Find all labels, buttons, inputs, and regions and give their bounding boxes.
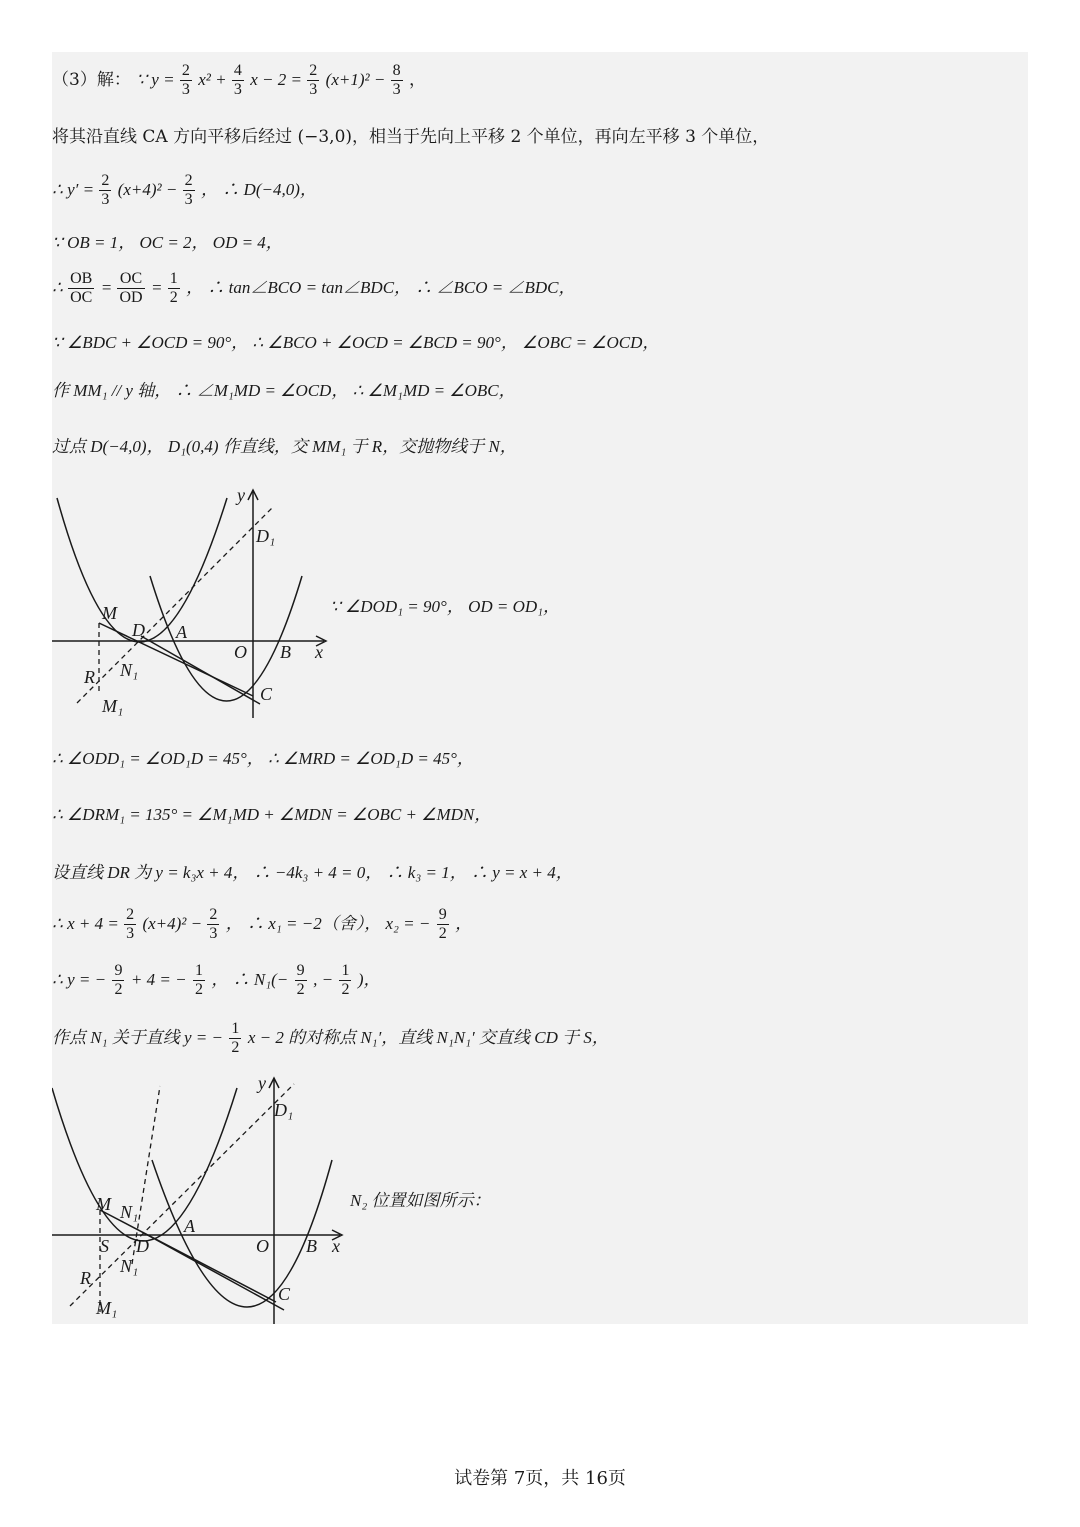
label-M: M — [102, 603, 117, 623]
solution-line-6: ∵ ∠BDC + ∠OCD = 90°， ∴ ∠BCO + ∠OCD = ∠BCD = 90°， ∠OBC = ∠OCD， — [52, 333, 660, 352]
fraction: $\frac{9}{2}$ — [114, 962, 123, 998]
figure-1-caption: ∵ ∠DOD₁ = 90°， OD = OD₁， — [330, 597, 561, 616]
fraction: $\frac{OC}{OD}$ — [119, 270, 143, 306]
label-D: D — [132, 620, 145, 640]
solution-line-11: 设直线 DR 为 y = k₃x + 4， ∴ −4k₃ + 4 = 0， ∴ k₃ = 1， ∴ y = x + 4， — [52, 863, 573, 882]
label-R: R — [80, 1268, 91, 1288]
fraction: $\frac{2}{3}$ — [181, 62, 190, 98]
solution-line-1: （3）解： ∵ y = $\frac{2}{3}$ x² + $\frac{4}{3}$ x − 2 = $\frac{2}{3}$ (x+1)² − $\frac{8}{3}$ ， — [52, 62, 426, 98]
label-x: x — [332, 1236, 340, 1256]
label-A: A — [184, 1216, 195, 1236]
label-N1: N₁ — [120, 1256, 139, 1276]
solution-line-13: ∴ y = − $\frac{9}{2}$ + 4 = − $\frac{1}{2}$ ， ∴ N₁(− $\frac{9}{2}$ , − $\frac{1}{2}$ )， — [52, 962, 381, 998]
label-A: A — [176, 622, 187, 642]
label-y: y — [237, 486, 245, 505]
fraction: $\frac{1}{2}$ — [194, 962, 203, 998]
label-C: C — [260, 684, 273, 704]
parabola-shifted — [52, 1088, 237, 1241]
label-N1: N₁ — [120, 660, 139, 680]
part-label: （3）解： — [52, 70, 131, 90]
label-O: O — [234, 642, 247, 662]
solution-line-8: 过点 D(−4,0)， D₁(0,4) 作直线，交 MM₁ 于 R，交抛物线于 N， — [52, 437, 517, 456]
fraction: $\frac{2}{3}$ — [209, 906, 218, 942]
label-O: O — [256, 1236, 269, 1256]
label-R: R — [84, 667, 95, 687]
label-N1-prime: N₁ — [120, 1202, 139, 1222]
solution-line-7: 作 MM₁ // y 轴， ∴ ∠M₁MD = ∠OCD， ∴ ∠M₁MD = ∠OBC， — [52, 381, 516, 400]
solution-line-5: ∴ $\frac{OB}{OC}$ = $\frac{OC}{OD}$ = $\frac{1}{2}$ ， ∴ tan∠BCO = tan∠BDC， ∴ ∠BCO = ∠BDC， — [52, 270, 576, 306]
fraction: $\frac{2}{3}$ — [309, 62, 318, 98]
solution-line-4: ∵ OB = 1， OC = 2， OD = 4， — [52, 233, 283, 252]
label-C: C — [278, 1284, 291, 1304]
fraction: $\frac{OB}{OC}$ — [70, 270, 93, 306]
parabola-original — [150, 576, 302, 701]
fraction: $\frac{9}{2}$ — [296, 962, 305, 998]
label-B: B — [280, 642, 291, 662]
fraction: $\frac{1}{2}$ — [231, 1020, 240, 1056]
fraction: $\frac{2}{3}$ — [126, 906, 135, 942]
label-M1: M₁ — [102, 696, 124, 716]
fraction: $\frac{2}{3}$ — [101, 172, 110, 208]
fraction: $\frac{9}{2}$ — [438, 906, 447, 942]
page-footer: 试卷第 7页，共 16页 — [454, 1468, 626, 1489]
label-D1: D₁ — [256, 526, 276, 546]
figure-1-parabolas — [52, 486, 342, 726]
solution-line-12: ∴ x + 4 = $\frac{2}{3}$ (x+4)² − $\frac{2}{3}$ ， ∴ x₁ = −2（舍）， x₂ = − $\frac{9}{2}$ ， — [52, 906, 473, 942]
fraction: $\frac{1}{2}$ — [169, 270, 178, 306]
label-M: M — [96, 1194, 111, 1214]
figure-2-caption: N₂ 位置如图所示： — [350, 1191, 491, 1210]
solution-line-3: ∴ y′ = $\frac{2}{3}$ (x+4)² − $\frac{2}{3}$ ， ∴ D(−4,0)， — [52, 172, 317, 208]
label-B: B — [306, 1236, 317, 1256]
label-D1: D₁ — [274, 1100, 294, 1120]
figure-2-parabolas — [52, 1074, 352, 1326]
label-y: y — [258, 1074, 266, 1093]
label-D: D — [136, 1236, 149, 1256]
solution-line-14: 作点 N₁ 关于直线 y = − $\frac{1}{2}$ x − 2 的对称点 N₁′，直线 N₁N₁′ 交直线 CD 于 S， — [52, 1020, 609, 1056]
solution-line-9: ∴ ∠ODD₁ = ∠OD₁D = 45°， ∴ ∠MRD = ∠OD₁D = 45°， — [52, 749, 474, 768]
label-S: S — [100, 1236, 109, 1256]
label-x: x — [315, 642, 323, 662]
fraction: $\frac{4}{3}$ — [233, 62, 242, 98]
solution-line-2: 将其沿直线 CA 方向平移后经过 (−3,0)，相当于先向上平移 2 个单位，再向左平移 3 个单位， — [52, 127, 770, 147]
label-M1: M₁ — [96, 1298, 118, 1318]
fraction: $\frac{1}{2}$ — [341, 962, 350, 998]
solution-line-10: ∴ ∠DRM₁ = 135° = ∠M₁MD + ∠MDN = ∠OBC + ∠MDN， — [52, 805, 492, 824]
fraction: $\frac{2}{3}$ — [184, 172, 193, 208]
fraction: $\frac{8}{3}$ — [392, 62, 401, 98]
